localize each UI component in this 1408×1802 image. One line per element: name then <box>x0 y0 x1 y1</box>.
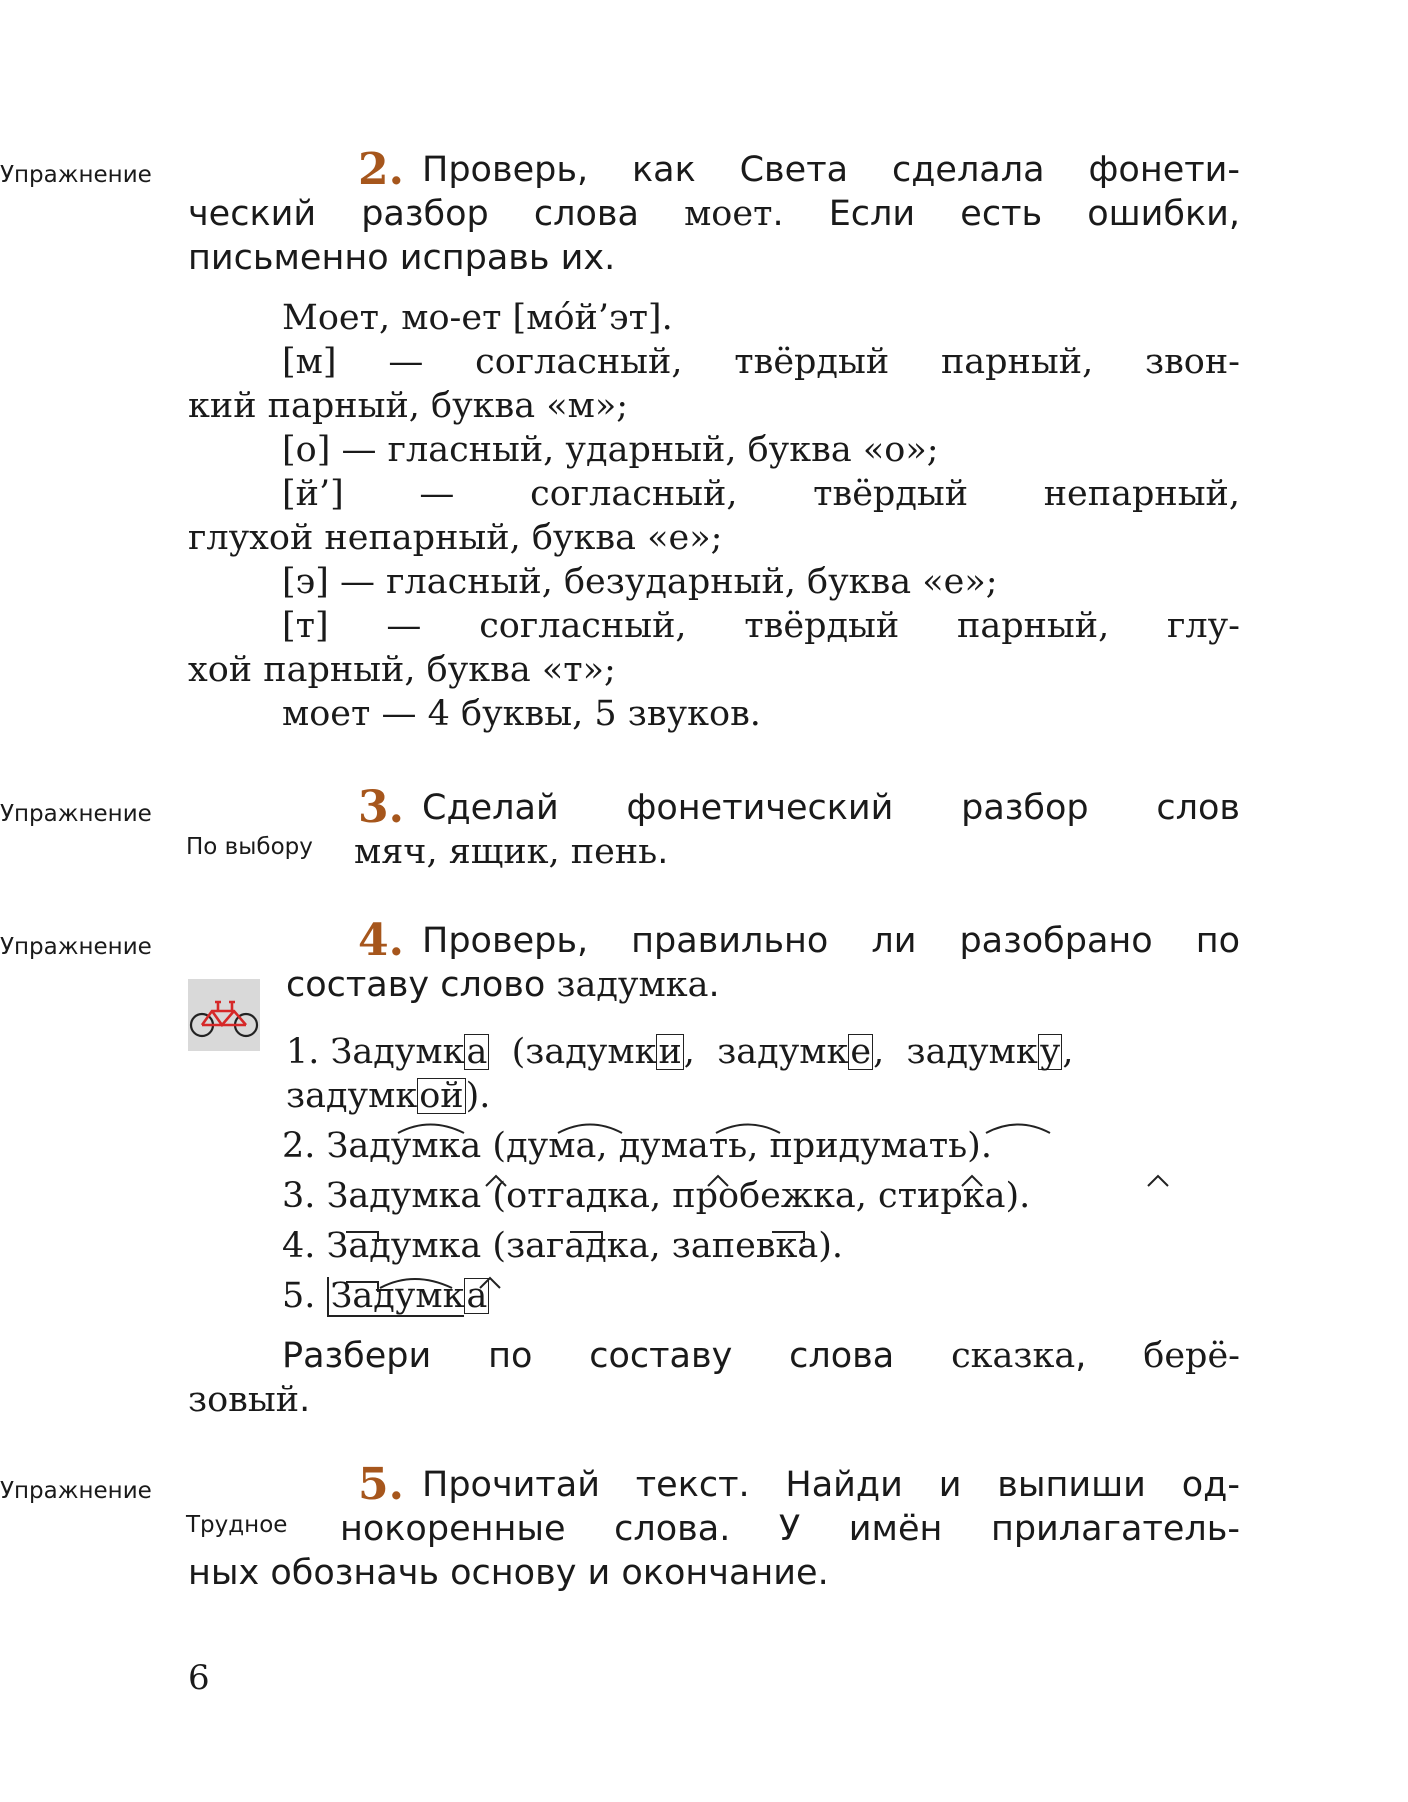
exercise-text: Проверь, правильно ли разобрано по <box>422 921 1240 961</box>
analysis-line: кий парный, буква «м»; <box>188 386 629 426</box>
exercise-label: Упражнение <box>0 162 152 188</box>
analysis-line: глухой непарный, буква «е»; <box>188 518 723 558</box>
page-number: 6 <box>188 1658 210 1698</box>
ending-box: и <box>658 1032 682 1072</box>
exercise-task: зовый. <box>188 1380 311 1420</box>
morpheme-item: задумкой). <box>286 1076 491 1116</box>
morpheme-item: 1. Задумка (задумки, задумке, задумку, <box>286 1032 1074 1072</box>
choice-label: По выбору <box>186 834 313 860</box>
analysis-line: хой парный, буква «т»; <box>188 650 616 690</box>
exercise-label: Упражнение <box>0 801 152 827</box>
exercise-text: нокоренные слова. У имён прилагатель- <box>340 1509 1240 1549</box>
suffix-mark <box>1148 1176 1168 1186</box>
analysis-line: моет — 4 буквы, 5 звуков. <box>282 694 761 734</box>
exercise-number: 4. <box>358 915 404 966</box>
exercise-text: Сделай фонетический разбор слов <box>422 788 1240 828</box>
exercise-number: 3. <box>358 782 404 833</box>
example-words: мяч, ящик, пень <box>354 832 658 872</box>
exercise-text: ных обозначь основу и окончание. <box>188 1553 829 1593</box>
difficulty-label: Трудное <box>186 1512 288 1538</box>
exercise-text: составу слово задумка. <box>286 965 720 1005</box>
word-stem: Задумк <box>327 1277 465 1317</box>
ending-box: а <box>466 1276 488 1316</box>
bicycle-icon <box>188 979 260 1051</box>
morpheme-item: 2. Задумка (дума, думать, придумать). <box>282 1126 992 1166</box>
exercise-label: Упражнение <box>0 1478 152 1504</box>
example-word: моет <box>684 194 773 234</box>
example-word: задумка <box>556 965 709 1005</box>
ending-box: у <box>1039 1032 1061 1072</box>
exercise-number: 5. <box>358 1459 404 1510</box>
analysis-line: Моет, мо-ет [мо́й’эт]. <box>282 298 673 338</box>
ending-box: а <box>466 1032 488 1072</box>
ending-box: е <box>850 1032 872 1072</box>
morpheme-item: 3. Задумка (отгадка, пробежка, стирка). <box>282 1176 1031 1216</box>
exercise-label: Упражнение <box>0 934 152 960</box>
root-arc <box>986 1125 1050 1134</box>
analysis-line: [й’] — согласный, твёрдый непарный, <box>282 474 1240 514</box>
exercise-text: мяч, ящик, пень. <box>354 832 669 872</box>
exercise-task: Разбери по составу слова сказка, берё- <box>282 1336 1240 1376</box>
exercise-text: Проверь, как Света сделала фонети- <box>422 150 1240 190</box>
analysis-line: [м] — согласный, твёрдый парный, звон- <box>282 342 1240 382</box>
morpheme-item: 4. Задумка (загадка, запевка). <box>282 1226 844 1266</box>
exercise-text: Прочитай текст. Найди и выпиши од- <box>422 1465 1240 1505</box>
analysis-line: [о] — гласный, ударный, буква «о»; <box>282 430 939 470</box>
ending-box: ой <box>419 1076 464 1116</box>
exercise-text: письменно исправь их. <box>188 238 616 278</box>
exercise-number: 2. <box>358 144 404 195</box>
analysis-line: [т] — согласный, твёрдый парный, глу- <box>282 606 1240 646</box>
exercise-text: ческий разбор слова моет. Если есть ошибки, <box>188 194 1240 234</box>
morpheme-item: 5. Задумка <box>282 1276 488 1316</box>
analysis-line: [э] — гласный, безударный, буква «е»; <box>282 562 998 602</box>
